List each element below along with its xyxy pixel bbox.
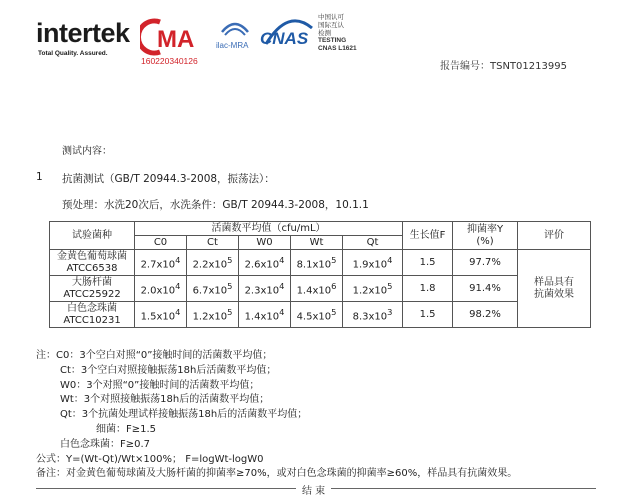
wt-base: 8.1x10 bbox=[296, 259, 332, 271]
note-line: W0：3个对照“0”接触时间的活菌数平均值； bbox=[60, 379, 260, 391]
ct-base: 6.7x10 bbox=[192, 285, 228, 297]
wt-cell bbox=[291, 250, 343, 276]
intertek-tagline: Total Quality. Assured. bbox=[38, 50, 108, 57]
strain-name: 金黄色葡萄球菌 bbox=[57, 250, 127, 262]
header-inhibition-unit: (%) bbox=[476, 235, 494, 247]
note-line: Wt：3个对照接触振荡18h后的活菌数平均值； bbox=[60, 394, 270, 406]
qt-exp: 5 bbox=[387, 280, 393, 291]
w0-base: 2.3x10 bbox=[244, 285, 280, 297]
subheader-w0: W0 bbox=[239, 236, 291, 250]
notes-block bbox=[36, 349, 517, 482]
cnas-accreditation-block bbox=[318, 13, 357, 53]
ct-cell bbox=[187, 276, 239, 302]
ma-logo-text: MA bbox=[157, 26, 195, 53]
strain-cell bbox=[50, 276, 135, 302]
ct-base: 1.2x10 bbox=[192, 311, 228, 323]
note-line: Qt：3个抗菌处理试样接触振荡18h后的活菌数平均值； bbox=[60, 409, 308, 421]
note-line: 细菌：F≥1.5 bbox=[96, 423, 157, 435]
cma-logo-icon bbox=[140, 18, 208, 56]
strain-cell bbox=[50, 250, 135, 276]
qt-cell bbox=[343, 302, 403, 328]
qt-exp: 3 bbox=[387, 306, 393, 317]
c0-exp: 4 bbox=[175, 280, 181, 291]
table-row bbox=[50, 302, 591, 328]
subheader-qt: Qt bbox=[343, 236, 403, 250]
cnas-cn-line: 国际互认 bbox=[318, 21, 344, 29]
strain-name: 大肠杆菌 bbox=[72, 276, 112, 288]
c0-base: 1.5x10 bbox=[140, 311, 176, 323]
header-strain: 试验菌种 bbox=[50, 222, 135, 250]
ct-exp: 5 bbox=[227, 280, 233, 291]
item-title: 抗菌测试（GB/T 20944.3-2008，振荡法）： bbox=[62, 173, 275, 185]
pretreatment-line: 预处理：水洗20次后，水洗条件：GB/T 20944.3-2008，10.1.1 bbox=[62, 199, 369, 211]
report-number bbox=[440, 57, 567, 72]
ct-exp: 5 bbox=[227, 306, 233, 317]
strain-cell bbox=[50, 302, 135, 328]
qt-base: 8.3x10 bbox=[352, 311, 388, 323]
qt-base: 1.2x10 bbox=[352, 285, 388, 297]
header-avg-count: 活菌数平均值（cfu/mL） bbox=[135, 222, 403, 236]
w0-cell bbox=[239, 276, 291, 302]
table-row bbox=[50, 250, 591, 276]
cnas-logo-icon bbox=[258, 14, 316, 54]
intertek-logo-text: intertek bbox=[36, 18, 130, 48]
c0-cell bbox=[135, 250, 187, 276]
wt-exp: 6 bbox=[331, 280, 337, 291]
growth-value: 1.5 bbox=[403, 302, 453, 328]
w0-exp: 4 bbox=[279, 280, 285, 291]
c0-cell bbox=[135, 276, 187, 302]
c0-cell bbox=[135, 302, 187, 328]
note-line: 白色念珠菌：F≥0.7 bbox=[60, 438, 151, 450]
item-number: 1 bbox=[36, 171, 43, 183]
w0-cell bbox=[239, 250, 291, 276]
cnas-en-line: CNAS L1621 bbox=[318, 45, 357, 52]
note-line: 注：C0：3个空白对照“0”接触时间的活菌数平均值； bbox=[36, 350, 273, 361]
w0-exp: 4 bbox=[279, 306, 285, 317]
qt-cell bbox=[343, 276, 403, 302]
report-number-value: TSNT01213995 bbox=[490, 61, 567, 72]
c0-base: 2.7x10 bbox=[140, 259, 176, 271]
wt-exp: 5 bbox=[331, 306, 337, 317]
qt-cell bbox=[343, 250, 403, 276]
header-inhibition-label: 抑菌率Y bbox=[466, 223, 504, 235]
remark-line: 备注：对金黄色葡萄球菌及大肠杆菌的抑菌率≥70%，或对白色念珠菌的抑菌率≥60%，样品具有抗菌效果。 bbox=[36, 468, 518, 480]
evaluation-cell bbox=[518, 250, 591, 328]
w0-base: 1.4x10 bbox=[244, 311, 280, 323]
formula-line: 公式：Y=(Wt-Qt)/Wt×100%； F=logWt-logW0 bbox=[36, 453, 264, 465]
subheader-ct: Ct bbox=[187, 236, 239, 250]
ct-cell bbox=[187, 302, 239, 328]
header-evaluation: 评价 bbox=[518, 222, 591, 250]
ilac-mra-logo-icon bbox=[214, 18, 256, 58]
c0-exp: 4 bbox=[175, 306, 181, 317]
strain-code: ATCC10231 bbox=[63, 314, 121, 326]
w0-cell bbox=[239, 302, 291, 328]
evaluation-text: 抗菌效果 bbox=[534, 288, 575, 300]
ilac-text: ilac-MRA bbox=[216, 41, 249, 50]
strain-code: ATCC6538 bbox=[66, 262, 118, 274]
wt-base: 4.5x10 bbox=[296, 311, 332, 323]
table-header-row bbox=[50, 222, 591, 236]
wt-base: 1.4x10 bbox=[296, 285, 332, 297]
header-growth: 生长值F bbox=[403, 222, 453, 250]
ct-exp: 5 bbox=[227, 254, 233, 265]
end-mark: 结 束 bbox=[296, 482, 331, 497]
report-number-label: 报告编号： bbox=[440, 61, 490, 72]
c0-base: 2.0x10 bbox=[140, 285, 176, 297]
section-label: 测试内容： bbox=[62, 146, 112, 157]
table-row bbox=[50, 276, 591, 302]
cnas-en-line: TESTING bbox=[318, 37, 347, 44]
w0-base: 2.6x10 bbox=[244, 259, 280, 271]
strain-name: 白色念珠菌 bbox=[67, 302, 117, 314]
inhibition-value: 97.7% bbox=[453, 250, 518, 276]
inhibition-value: 91.4% bbox=[453, 276, 518, 302]
wt-cell bbox=[291, 302, 343, 328]
antibacterial-results-table bbox=[49, 221, 591, 328]
inhibition-value: 98.2% bbox=[453, 302, 518, 328]
cnas-cn-line: 检测 bbox=[318, 29, 331, 37]
cnas-cn-line: 中国认可 bbox=[318, 13, 344, 21]
cnas-logo-text: CNAS bbox=[260, 29, 309, 48]
subheader-c0: C0 bbox=[135, 236, 187, 250]
subheader-wt: Wt bbox=[291, 236, 343, 250]
qt-exp: 4 bbox=[387, 254, 393, 265]
growth-value: 1.5 bbox=[403, 250, 453, 276]
ct-cell bbox=[187, 250, 239, 276]
qt-base: 1.9x10 bbox=[352, 259, 388, 271]
note-line: Ct：3个空白对照接触振荡18h后活菌数平均值； bbox=[60, 364, 277, 376]
cma-number: 160220340126 bbox=[141, 56, 198, 66]
w0-exp: 4 bbox=[279, 254, 285, 265]
growth-value: 1.8 bbox=[403, 276, 453, 302]
strain-code: ATCC25922 bbox=[63, 288, 121, 300]
wt-exp: 5 bbox=[331, 254, 337, 265]
c0-exp: 4 bbox=[175, 254, 181, 265]
evaluation-text: 样品具有 bbox=[534, 276, 575, 288]
ct-base: 2.2x10 bbox=[192, 259, 228, 271]
wt-cell bbox=[291, 276, 343, 302]
header-inhibition bbox=[453, 222, 518, 250]
